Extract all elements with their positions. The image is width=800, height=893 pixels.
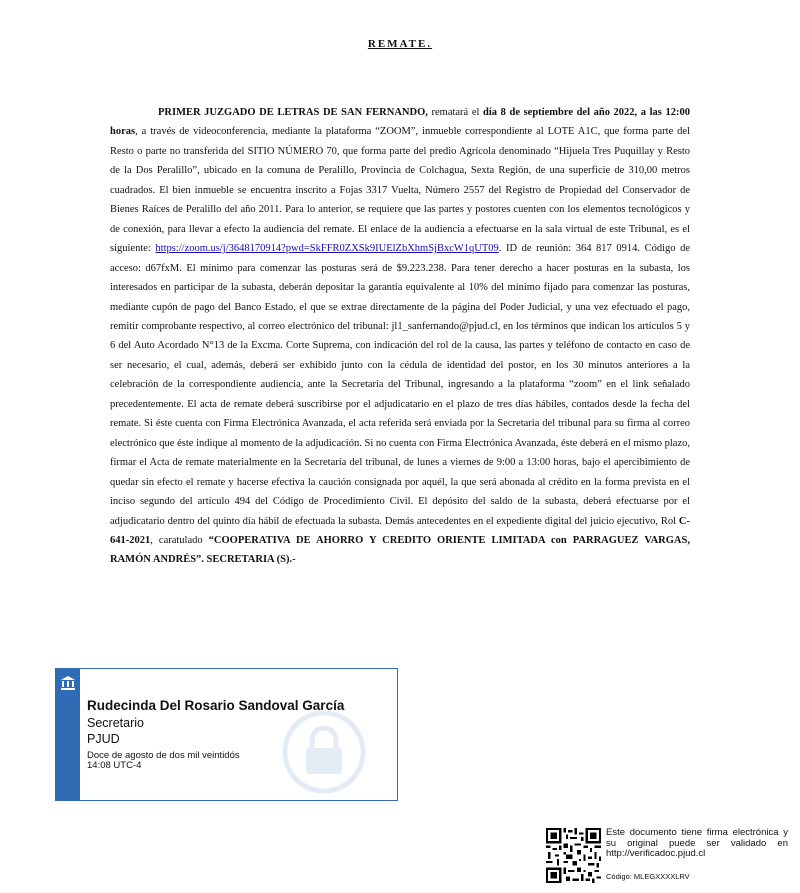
signer-name: Rudecinda Del Rosario Sandoval García — [87, 698, 345, 713]
auction-date: día 8 de septiembre del año 2022, a las 12:00 horas — [110, 107, 691, 138]
court-name: PRIMER JUZGADO DE LETRAS DE SAN FERNANDO, — [158, 107, 428, 118]
electronic-signature-box — [55, 668, 398, 801]
verification-code: Código: MLEGXXXXLRV — [606, 872, 690, 881]
signer-organization: PJUD — [87, 732, 120, 746]
signature-accent-strip — [56, 669, 80, 800]
zoom-link[interactable]: https://zoom.us/j/3648170914?pwd=SkFFR0ZXSk9IUElZbXhmSjBxcW1qUT09 — [155, 243, 499, 255]
document-title: REMATE. — [367, 38, 433, 50]
qr-code-icon[interactable] — [546, 828, 601, 883]
signer-role: Secretario — [87, 716, 144, 730]
verification-notice: Este documento tiene firma electrónica y su original puede ser validado en http://verificadoc.pjud.cl — [606, 827, 788, 859]
signature-date: Doce de agosto de dos mil veintidós — [87, 750, 240, 761]
body-paragraph: PRIMER JUZGADO DE LETRAS DE SAN FERNANDO, rematará el día 8 de septiembre del año 2022, a las 12:00 horas, a través de videoconferencia, mediante la plataforma “ZOOM”, inmueble correspondiente al LOTE A1C, que forma parte del Resto o parte no transferida del SITIO NÚMERO 70, que forma parte del predio Agrícola denominado “Hijuela Tres Puquillay y Resto de la Dos Peralillo”, ubicado en la comuna de Peralillo, Provincia de Colchagua, Sexta Región, de una superficie de 310,00 metros cuadrados. El bien inmueble se encuentra inscrito a Fojas 3317 Vuelta, Número 2557 del Registro de Propiedad del Conservador de Bienes Raíces de Peralillo del año 2011. Para lo anterior, se requiere que las partes y postores cuenten con los elementos tecnológicos y de conexión, para llevar a efecto la audiencia del remate. El enlace de la audiencia a efectuarse en la sala virtual de este Tribunal, es el siguiente: https://zoom.us/j/3648170914?pwd=SkFFR0ZXSk9IUElZbXhmSjBxcW1qUT09. ID de reunión: 364 817 0914. Código de acceso: d67fxM. El mínimo para comenzar las posturas será de $9.223.238. Para tener derecho a hacer posturas en la subasta, los interesados en participar de la subasta, deberán depositar la garantía equivalente al 10% del mínimo fijado para comenzar las posturas, mediante cupón de pago del Banco Estado, el que se extrae directamente de la página del Poder Judicial, y una vez efectuado el pago, remitir comprobante respectivo, al correo electrónico del tribunal: jl1_sanfernando@pjud.cl, en los términos que indican los artículos 5 y 6 del Auto Acordado N°13 de la Excma. Corte Suprema, con indicación del rol de la causa, las partes y teléfono de contacto en caso de ser necesario, el cual, además, deberá ser exhibido junto con la cédula de identidad del postor, en los 30 minutos anteriores a la celebración de la correspondiente audiencia, ante la Secretaria del Tribunal, ingresando a la plataforma “zoom” en el link señalado precedentemente. El acta de remate deberá suscribirse por el adjudicatario en el plazo de tres días hábiles, contados desde la fecha del remate. Si éste cuenta con Firma Electrónica Avanzada, el acta referida será enviada por la Secretaria del tribunal para su firma al correo electrónico que éste indique al momento de la adjudicación. Si no cuenta con Firma Electrónica Avanzada, éste deberá en el mismo plazo, firmar el Acta de remate materialmente en la Secretaría del tribunal, de lunes a viernes de 9:00 a 13:00 horas, bajo el apercibimiento de quedar sin efecto el remate y hacerse efectiva la caución consignada por aquél, la que será abonada al crédito en la forma prevista en el inciso segundo del artículo 494 del Código de Procedimiento Civil. El depósito del saldo de la subasta, deberá efectuarse por el adjudicatario dentro del quinto día hábil de efectuada la subasta. Demás antecedentes en el expediente digital del juicio ejecutivo, Rol C-641-2021, caratulado “COOPERATIVA DE AHORRO Y CREDITO ORIENTE LIMITADA con PARRAGUEZ VARGAS, RAMÓN ANDRÉS”. SECRETARIA (S).- — [110, 107, 691, 566]
case-rol: C-641-2021 — [110, 515, 690, 546]
lock-icon — [282, 710, 366, 794]
case-caption: “COOPERATIVA DE AHORRO Y CREDITO ORIENTE LIMITADA con PARRAGUEZ VARGAS, RAMÓN ANDRÉS”. SECRETARIA (S).- — [110, 534, 690, 566]
courthouse-icon — [60, 675, 76, 691]
document-body — [110, 103, 690, 570]
signature-time: 14:08 UTC-4 — [87, 760, 142, 771]
